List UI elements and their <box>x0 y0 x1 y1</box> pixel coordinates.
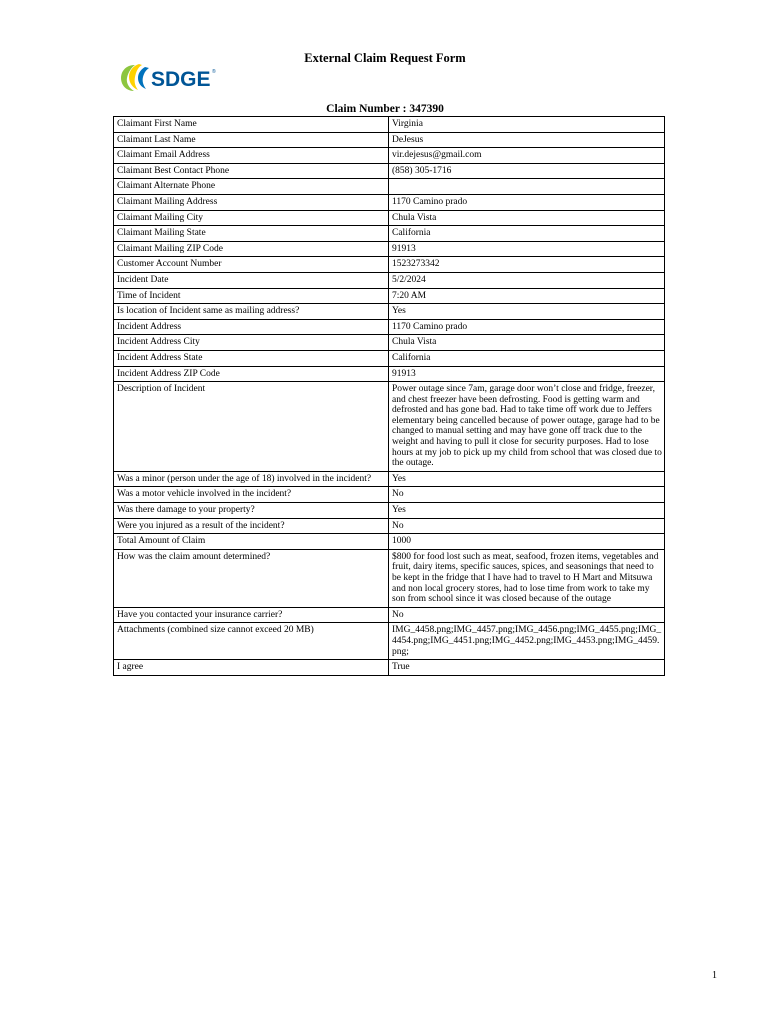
sdge-logo <box>121 62 221 94</box>
field-value: California <box>389 226 665 242</box>
field-label: I agree <box>114 660 389 676</box>
field-label: Was a motor vehicle involved in the incident? <box>114 487 389 503</box>
field-label: Incident Address State <box>114 350 389 366</box>
table-row <box>114 549 665 607</box>
field-label: Claimant Best Contact Phone <box>114 163 389 179</box>
field-label: Have you contacted your insurance carrier? <box>114 607 389 623</box>
table-row <box>114 257 665 273</box>
field-label: Description of Incident <box>114 382 389 472</box>
field-label: Claimant Mailing City <box>114 210 389 226</box>
field-value: Yes <box>389 503 665 519</box>
field-value: Power outage since 7am, garage door won’t close and fridge, freezer, and chest freezer have been defrosting. Food is getting warm and defrosted and has gone bad. Had to take time off work due to Jeffers elementary being cancelled because of power outage, garage had to be changed to manual setting and may have gone off track due to the weight and having to pull it close for security purposes. Had to lose hours at my job to pick up my child from school that was closed due to the outage. <box>389 382 665 472</box>
table-row <box>114 241 665 257</box>
field-value: Yes <box>389 304 665 320</box>
table-row <box>114 179 665 195</box>
table-row <box>114 350 665 366</box>
field-label: Incident Address ZIP Code <box>114 366 389 382</box>
table-row <box>114 288 665 304</box>
field-value: Chula Vista <box>389 335 665 351</box>
field-value: $800 for food lost such as meat, seafood, frozen items, vegetables and fruit, dairy items, specific sauces, spices, and seasonings that need to be kept in the fridge that I have had to travel to H Mart and Mitsuwa and non local grocery stores, had to lose time from work to take my son from school since it was closed because of the outage <box>389 549 665 607</box>
claim-number: Claim Number : 347390 <box>326 103 444 115</box>
table-row <box>114 518 665 534</box>
field-value: DeJesus <box>389 132 665 148</box>
table-row <box>114 163 665 179</box>
table-row <box>114 304 665 320</box>
sdge-sunburst-icon <box>121 64 149 91</box>
field-label: Was a minor (person under the age of 18) involved in the incident? <box>114 471 389 487</box>
field-value: 7:20 AM <box>389 288 665 304</box>
field-value: (858) 305-1716 <box>389 163 665 179</box>
field-label: Was there damage to your property? <box>114 503 389 519</box>
field-value: Virginia <box>389 117 665 133</box>
field-label: Customer Account Number <box>114 257 389 273</box>
form-title: External Claim Request Form <box>304 51 466 65</box>
table-row <box>114 623 665 660</box>
field-value: 91913 <box>389 241 665 257</box>
field-label: Incident Address <box>114 319 389 335</box>
field-label: How was the claim amount determined? <box>114 549 389 607</box>
field-label: Claimant Last Name <box>114 132 389 148</box>
table-row <box>114 366 665 382</box>
field-label: Claimant Mailing ZIP Code <box>114 241 389 257</box>
table-row <box>114 471 665 487</box>
field-label: Claimant Alternate Phone <box>114 179 389 195</box>
field-label: Attachments (combined size cannot exceed 20 MB) <box>114 623 389 660</box>
field-label: Claimant Email Address <box>114 148 389 164</box>
field-value: 1523273342 <box>389 257 665 273</box>
field-label: Claimant Mailing State <box>114 226 389 242</box>
field-value: 1170 Camino prado <box>389 319 665 335</box>
field-value: 1170 Camino prado <box>389 194 665 210</box>
field-value: No <box>389 518 665 534</box>
field-label: Claimant Mailing Address <box>114 194 389 210</box>
field-label: Were you injured as a result of the incident? <box>114 518 389 534</box>
table-row <box>114 534 665 550</box>
field-label: Time of Incident <box>114 288 389 304</box>
table-row <box>114 335 665 351</box>
table-row <box>114 607 665 623</box>
field-value: 91913 <box>389 366 665 382</box>
field-value: No <box>389 487 665 503</box>
field-label: Is location of Incident same as mailing address? <box>114 304 389 320</box>
table-row <box>114 272 665 288</box>
field-value: IMG_4458.png;IMG_4457.png;IMG_4456.png;IMG_4455.png;IMG_4454.png;IMG_4451.png;IMG_4452.png;IMG_4453.png;IMG_4459.png; <box>389 623 665 660</box>
page-number: 1 <box>712 970 717 981</box>
claim-details-table <box>113 116 665 676</box>
table-row <box>114 319 665 335</box>
table-row <box>114 503 665 519</box>
table-row <box>114 210 665 226</box>
table-row <box>114 660 665 676</box>
field-value <box>389 179 665 195</box>
field-label: Total Amount of Claim <box>114 534 389 550</box>
table-row <box>114 117 665 133</box>
field-value: True <box>389 660 665 676</box>
table-row <box>114 487 665 503</box>
field-label: Incident Date <box>114 272 389 288</box>
field-value: 1000 <box>389 534 665 550</box>
table-row <box>114 226 665 242</box>
field-value: Chula Vista <box>389 210 665 226</box>
field-label: Claimant First Name <box>114 117 389 133</box>
table-row <box>114 148 665 164</box>
field-label: Incident Address City <box>114 335 389 351</box>
claim-rows <box>114 117 665 676</box>
field-value: Yes <box>389 471 665 487</box>
field-value: vir.dejesus@gmail.com <box>389 148 665 164</box>
table-row <box>114 382 665 472</box>
logo-trademark: ® <box>212 69 216 75</box>
field-value: California <box>389 350 665 366</box>
field-value: 5/2/2024 <box>389 272 665 288</box>
field-value: No <box>389 607 665 623</box>
table-row <box>114 194 665 210</box>
logo-wordmark: SDGE <box>151 68 211 91</box>
table-row <box>114 132 665 148</box>
